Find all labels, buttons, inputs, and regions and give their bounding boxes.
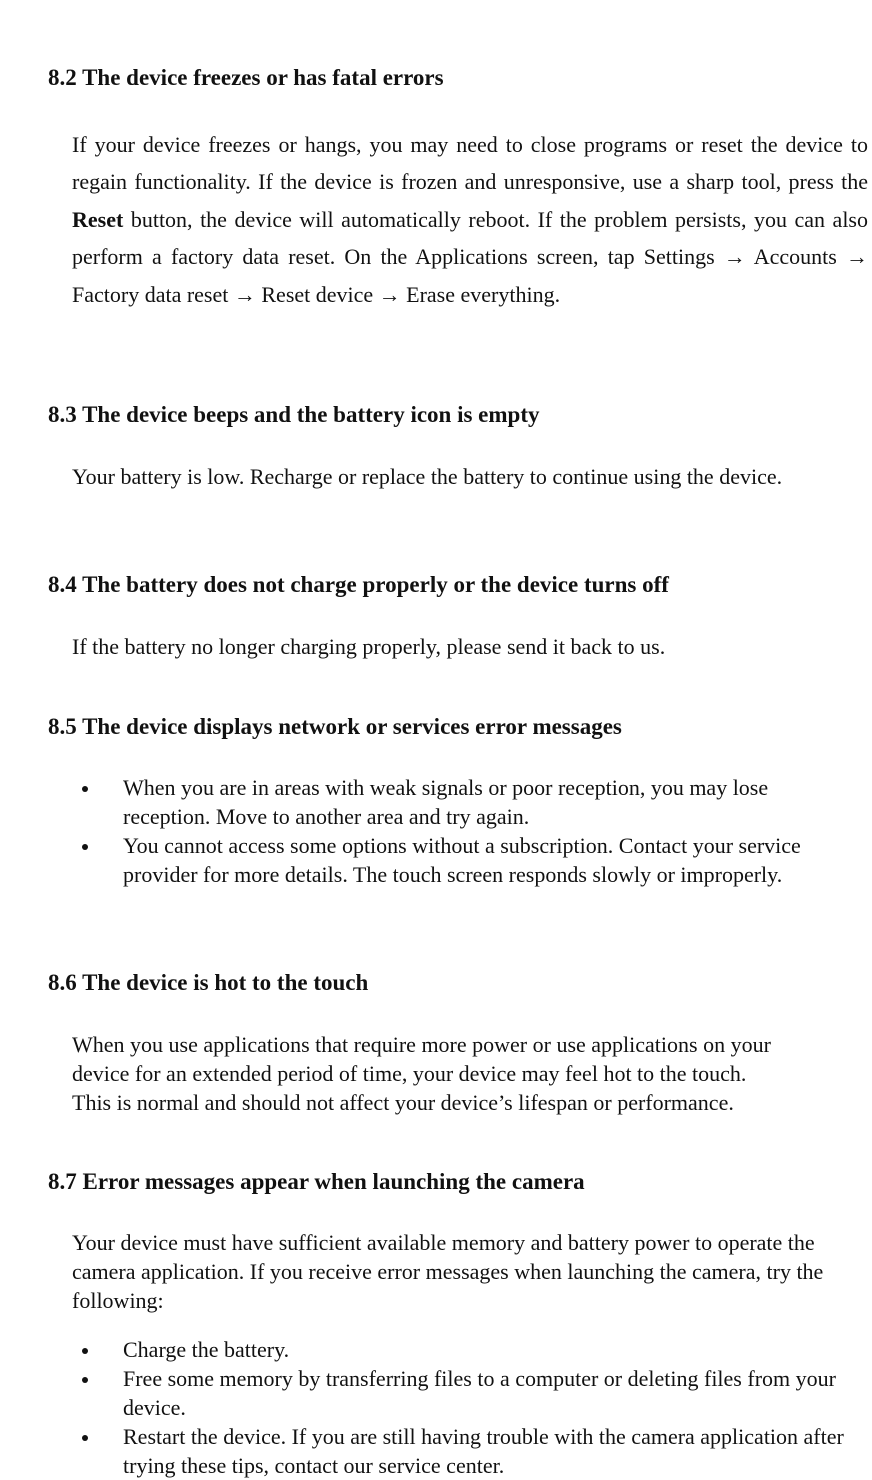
list-item-text: Free some memory by transferring files to a computer or deleting files from your device. bbox=[123, 1366, 836, 1420]
heading-8-2: 8.2 The device freezes or has fatal errors bbox=[48, 65, 444, 90]
list-item bbox=[72, 831, 852, 889]
list-item bbox=[72, 1335, 852, 1364]
bullet-list-8-5 bbox=[72, 773, 852, 889]
paragraph-8-3: Your battery is low. Recharge or replace the battery to continue using the device. bbox=[72, 464, 783, 489]
bullet-dot-icon bbox=[82, 1348, 88, 1354]
paragraph-8-4: If the battery no longer charging properly, please send it back to us. bbox=[72, 634, 666, 659]
list-item bbox=[72, 1364, 852, 1422]
bullet-dot-icon bbox=[82, 1377, 88, 1383]
heading-8-7: 8.7 Error messages appear when launching the camera bbox=[48, 1169, 585, 1194]
list-item bbox=[72, 1422, 852, 1480]
paragraph-8-6-line: When you use applications that require more power or use applications on your bbox=[72, 1032, 771, 1057]
heading-8-4: 8.4 The battery does not charge properly or the device turns off bbox=[48, 572, 669, 597]
paragraph-8-6-line: device for an extended period of time, your device may feel hot to the touch. bbox=[72, 1061, 747, 1086]
paragraph-8-2-text-a: If your device freezes or hangs, you may need to close programs or reset the device to regain functionality. If the device is frozen and unresponsive, use a sharp tool, press the bbox=[72, 132, 868, 195]
paragraph-8-2 bbox=[72, 126, 868, 313]
heading-8-5: 8.5 The device displays network or services error messages bbox=[48, 714, 622, 739]
paragraph-8-6-line: This is normal and should not affect your device’s lifespan or performance. bbox=[72, 1090, 734, 1115]
paragraph-8-2-text-b: button, the device will automatically reboot. If the problem persists, you can also perform a factory data reset. On the Applications screen, tap Settings → Accounts → Factory data reset → Reset device → Erase everything. bbox=[72, 206, 868, 307]
reset-bold-text: Reset bbox=[72, 206, 124, 232]
list-item-text: Restart the device. If you are still having trouble with the camera application after trying these tips, contact our service center. bbox=[123, 1424, 844, 1478]
list-item bbox=[72, 773, 852, 831]
bullet-dot-icon bbox=[82, 786, 88, 792]
bullet-dot-icon bbox=[82, 1435, 88, 1441]
heading-8-3: 8.3 The device beeps and the battery icon is empty bbox=[48, 402, 540, 427]
paragraph-8-6 bbox=[72, 1030, 868, 1117]
list-item-text: When you are in areas with weak signals or poor reception, you may lose reception. Move to another area and try again. bbox=[123, 775, 769, 829]
list-item-text: You cannot access some options without a subscription. Contact your service provider for more details. The touch screen responds slowly or improperly. bbox=[123, 833, 801, 887]
heading-8-6: 8.6 The device is hot to the touch bbox=[48, 970, 369, 995]
paragraph-8-7: Your device must have sufficient available memory and battery power to operate the camera application. If you receive error messages when launching the camera, try the following: bbox=[72, 1230, 824, 1313]
bullet-dot-icon bbox=[82, 844, 88, 850]
list-item-text: Charge the battery. bbox=[123, 1337, 290, 1362]
bullet-list-8-7 bbox=[72, 1335, 852, 1480]
